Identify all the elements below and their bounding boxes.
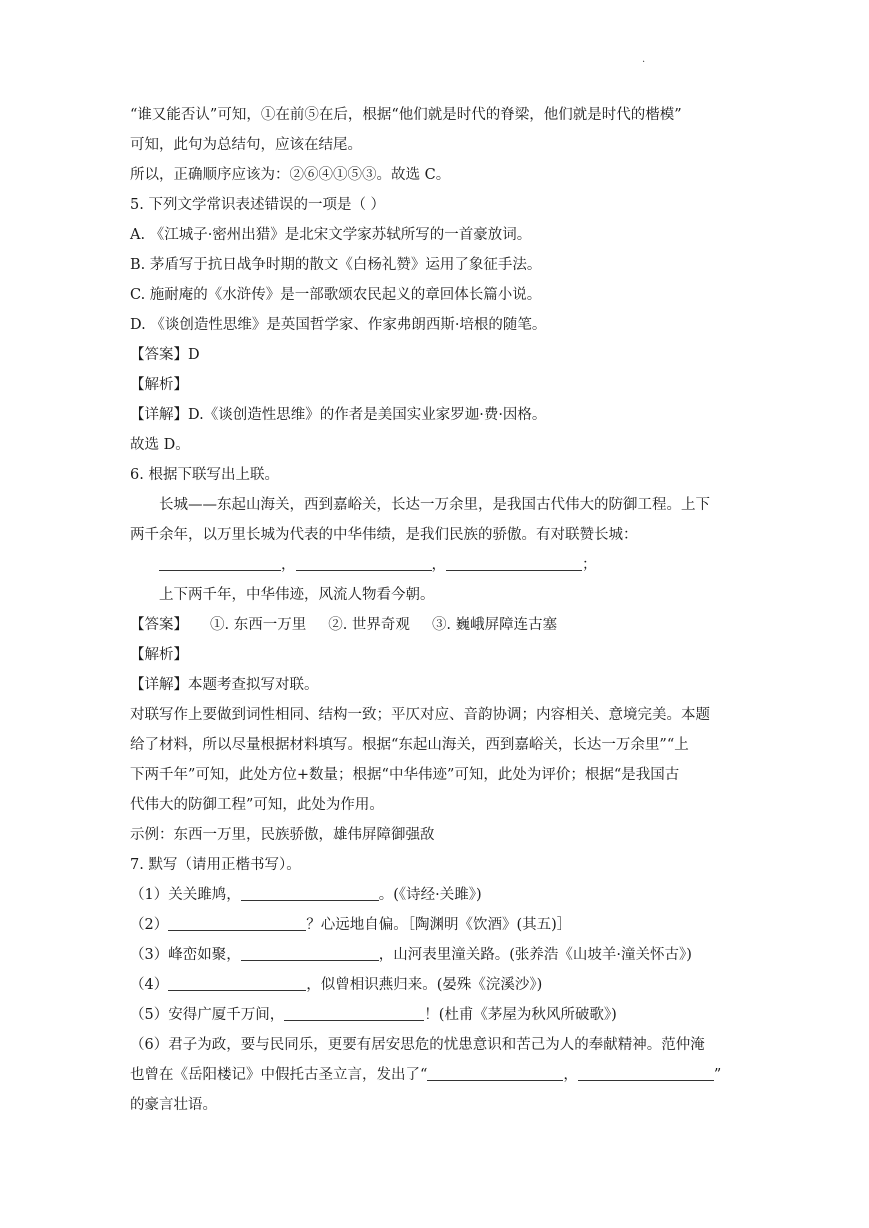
q6-explanation-line-1: 对联写作上要做到词性相同、结构一致；平仄对应、音韵协调；内容相关、意境完美。本题	[130, 707, 710, 723]
q7-item-2	[130, 910, 740, 940]
q6-answer-3: ③. 巍峨屏障连古塞	[431, 617, 558, 633]
q6-lower-couplet: 上下两千年，中华伟迹，风流人物看今朝。	[159, 587, 435, 603]
q7-blank-1[interactable]	[241, 882, 379, 901]
q7-stem: 7. 默写（请用正楷书写）。	[130, 857, 301, 873]
document-page	[130, 100, 740, 1120]
q6-semicolon: ；	[582, 557, 597, 573]
q6-explanation-line-2: 给了材料，所以尽量根据材料填写。根据“东起山海关，西到嘉峪关，长达一万余里”“上	[130, 737, 689, 753]
q7-item-4-suffix: ，似曾相识燕归来。(晏殊《浣溪沙》)	[306, 977, 543, 993]
q5-option-b: B. 茅盾写于抗日战争时期的散文《白杨礼赞》运用了象征手法。	[130, 257, 542, 273]
q7-item-5-prefix: （5）安得广厦千万间，	[130, 1007, 285, 1023]
q7-blank-3[interactable]	[241, 942, 379, 961]
q6-blank-3[interactable]	[446, 552, 582, 571]
q6-answer-row	[130, 610, 740, 640]
q5-answer: 【答案】D	[130, 347, 200, 363]
q7-item-1	[130, 880, 740, 910]
q7-item-1-suffix: 。(《诗经·关雎》)	[378, 887, 482, 903]
q7-item-4	[130, 970, 740, 1000]
q7-item-6-line-1: （6）君子为政，要与民同乐，更要有居安思危的忧患意识和苦己为人的奉献精神。范仲淹	[130, 1037, 705, 1053]
q7-blank-6b[interactable]	[578, 1062, 714, 1081]
q7-blank-5[interactable]	[284, 1002, 424, 1021]
q5-analysis-label: 【解析】	[130, 377, 188, 393]
q5-stem: 5. 下列文学常识表述错误的一项是（ ）	[130, 197, 386, 213]
q6-analysis-label: 【解析】	[130, 647, 188, 663]
q7-item-6-line-2	[130, 1060, 740, 1090]
q7-item-2-prefix: （2）	[130, 917, 169, 933]
q6-comma-1: ，	[281, 557, 296, 573]
q7-item-2-suffix: ？心远地自偏。［陶渊明《饮酒》(其五)］	[306, 917, 572, 933]
q7-item-6-comma: ，	[563, 1067, 578, 1083]
q6-example: 示例：东西一万里，民族骄傲，雄伟屏障御强敌	[130, 827, 435, 843]
q4-explanation-line-2: 可知，此句为总结句，应该在结尾。	[130, 137, 362, 153]
q5-detail: 【详解】D.《谈创造性思维》的作者是美国实业家罗迦·费·因格。	[130, 407, 547, 423]
q7-item-6-close-quote: ”	[713, 1067, 722, 1083]
q6-answer-label: 【答案】	[130, 617, 188, 633]
q6-passage-line-1: 长城——东起山海关，西到嘉峪关，长达一万余里，是我国古代伟大的防御工程。上下	[159, 497, 710, 513]
q6-blank-row	[130, 550, 740, 580]
q7-item-3	[130, 940, 740, 970]
q7-item-4-prefix: （4）	[130, 977, 169, 993]
q7-blank-2[interactable]	[168, 912, 306, 931]
q7-item-3-suffix: ，山河表里潼关路。(张养浩《山坡羊·潼关怀古》)	[378, 947, 692, 963]
q5-conclusion: 故选 D。	[130, 437, 190, 453]
q6-blank-1[interactable]	[159, 552, 281, 571]
q6-explanation-line-4: 代伟大的防御工程”可知，此处为作用。	[130, 797, 384, 813]
q7-item-6-prefix: 也曾在《岳阳楼记》中假托古圣立言，发出了“	[130, 1067, 428, 1083]
q6-answer-1: ①. 东西一万里	[210, 617, 307, 633]
q7-item-5-suffix: ！(杜甫《茅屋为秋风所破歌》)	[424, 1007, 617, 1023]
q7-blank-4[interactable]	[168, 972, 306, 991]
q7-blank-6a[interactable]	[427, 1062, 563, 1081]
q7-item-5	[130, 1000, 740, 1030]
q4-explanation-line-1: “谁又能否认”可知，①在前⑤在后，根据“他们就是时代的脊梁，他们就是时代的楷模”	[130, 107, 682, 123]
q4-conclusion: 所以，正确顺序应该为：②⑥④①⑤③。故选 C。	[130, 167, 451, 183]
page-marker-dot: .	[642, 54, 646, 65]
q6-blank-2[interactable]	[296, 552, 432, 571]
q7-item-3-prefix: （3）峰峦如聚，	[130, 947, 241, 963]
q7-item-1-prefix: （1）关关雎鸠，	[130, 887, 241, 903]
q5-option-c: C. 施耐庵的《水浒传》是一部歌颂农民起义的章回体长篇小说。	[130, 287, 542, 303]
q6-detail: 【详解】本题考查拟写对联。	[130, 677, 319, 693]
q6-passage-line-2: 两千余年，以万里长城为代表的中华伟绩，是我们民族的骄傲。有对联赞长城：	[130, 527, 638, 543]
q7-item-6-line-3: 的豪言壮语。	[130, 1097, 217, 1113]
q5-option-a: A. 《江城子·密州出猎》是北宋文学家苏轼所写的一首豪放词。	[130, 227, 532, 243]
q6-answer-2: ②. 世界奇观	[328, 617, 410, 633]
q6-comma-2: ，	[431, 557, 446, 573]
q5-option-d: D. 《谈创造性思维》是英国哲学家、作家弗朗西斯·培根的随笔。	[130, 317, 547, 333]
q6-explanation-line-3: 下两千年”可知，此处方位+数量；根据“中华伟迹”可知，此处为评价；根据“是我国古	[130, 767, 680, 783]
q6-stem: 6. 根据下联写出上联。	[130, 467, 279, 483]
